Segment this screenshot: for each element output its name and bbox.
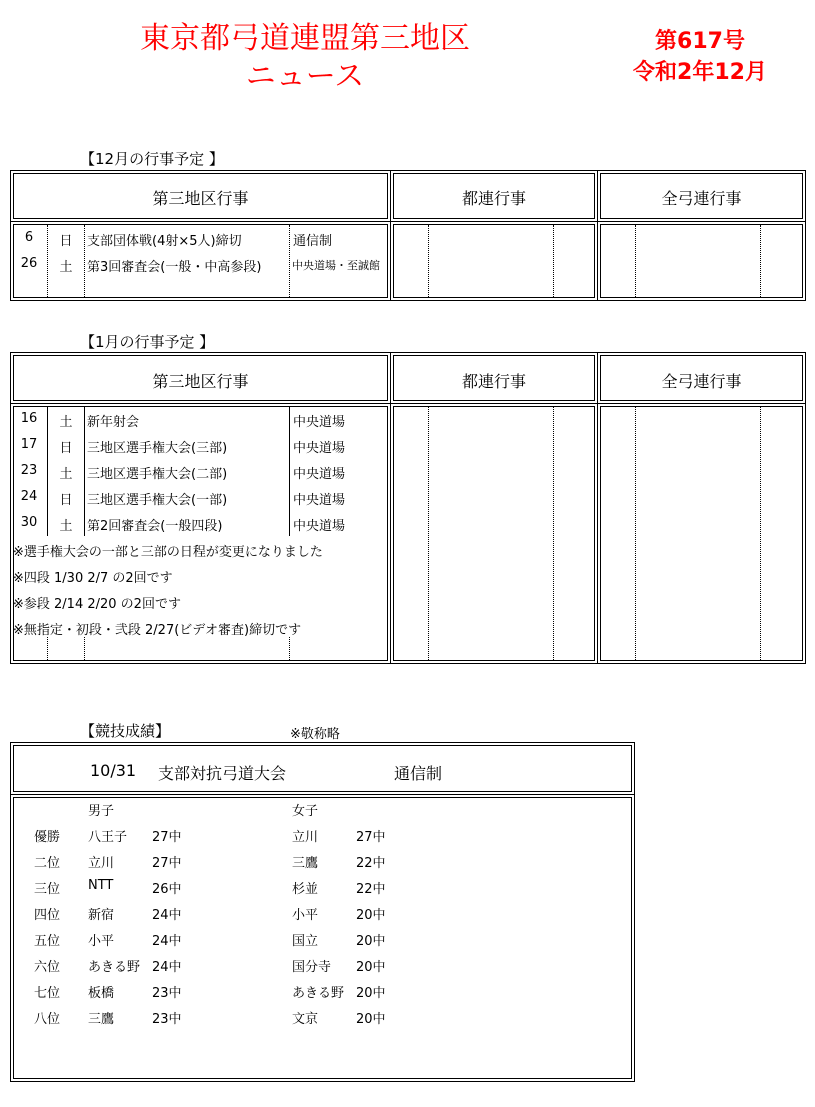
event-name: 第2回審査会(一般四段) xyxy=(87,519,223,534)
women-score: 22中 xyxy=(356,856,386,871)
event-day: 30 xyxy=(20,515,38,530)
event-day: 24 xyxy=(20,489,38,504)
women-score: 20中 xyxy=(356,986,386,1001)
results-event-name: 支部対抗弓道大会 xyxy=(158,764,287,783)
event-day: 23 xyxy=(20,463,38,478)
women-team: 国分寺 xyxy=(292,960,332,975)
event-weekday: 日 xyxy=(59,234,73,249)
newsletter-title: 東京都弓道連盟第三地区 xyxy=(140,21,470,56)
rank: 六位 xyxy=(34,960,61,975)
women-team: あきる野 xyxy=(292,986,345,1001)
event-weekday: 日 xyxy=(59,493,73,508)
women-score: 20中 xyxy=(356,934,386,949)
rank: 七位 xyxy=(34,986,61,1001)
dec-body-national xyxy=(597,221,806,301)
event-weekday: 土 xyxy=(59,519,73,534)
women-score: 22中 xyxy=(356,882,386,897)
men-team: 新宿 xyxy=(88,908,115,923)
men-team: 小平 xyxy=(88,934,115,949)
event-day: 6 xyxy=(24,230,34,245)
event-day: 26 xyxy=(20,256,38,271)
event-day: 16 xyxy=(20,411,38,426)
rank: 三位 xyxy=(34,882,61,897)
honorific-note: ※敬称略 xyxy=(290,727,340,742)
men-team: 八王子 xyxy=(88,830,128,845)
event-day: 17 xyxy=(20,437,38,452)
jan-section-label: 【1月の行事予定 】 xyxy=(80,333,215,351)
jan-col-header-national: 全弓連行事 xyxy=(661,372,742,391)
rank: 優勝 xyxy=(34,830,61,845)
men-score: 24中 xyxy=(152,960,182,975)
event-venue: 中央道場 xyxy=(293,415,346,430)
results-event-date: 10/31 xyxy=(90,761,137,780)
event-name: 三地区選手権大会(二部) xyxy=(87,467,228,482)
women-team: 文京 xyxy=(292,1012,319,1027)
dec-body-metro xyxy=(390,221,598,301)
jan-col-header-local: 第三地区行事 xyxy=(152,372,249,391)
women-team: 国立 xyxy=(292,934,319,949)
jan-body-metro xyxy=(390,403,598,664)
women-team: 杉並 xyxy=(292,882,319,897)
men-team: 板橋 xyxy=(88,986,115,1001)
event-name: 支部団体戦(4射×5人)締切 xyxy=(87,234,242,249)
event-weekday: 土 xyxy=(59,467,73,482)
jan-note: ※無指定・初段・弐段 2/27(ビデオ審査)締切です xyxy=(13,623,302,638)
issue-number: 第617号 xyxy=(655,29,745,54)
rank: 五位 xyxy=(34,934,61,949)
dec-col-header-national: 全弓連行事 xyxy=(661,189,742,208)
event-name: 三地区選手権大会(三部) xyxy=(87,441,228,456)
event-venue: 中央道場 xyxy=(293,441,346,456)
jan-note: ※選手権大会の一部と三部の日程が変更になりました xyxy=(13,545,323,560)
men-team: あきる野 xyxy=(88,960,141,975)
event-venue: 中央道場 xyxy=(293,493,346,508)
results-section-label: 【競技成績】 xyxy=(80,722,171,740)
issue-date: 令和2年12月 xyxy=(633,60,767,85)
women-label: 女子 xyxy=(292,804,319,819)
dec-col-header-local: 第三地区行事 xyxy=(152,189,249,208)
dec-section-label: 【12月の行事予定 】 xyxy=(80,150,224,168)
rank: 四位 xyxy=(34,908,61,923)
women-score: 20中 xyxy=(356,960,386,975)
men-score: 27中 xyxy=(152,856,182,871)
women-team: 三鷹 xyxy=(292,856,319,871)
jan-body-national xyxy=(597,403,806,664)
men-score: 26中 xyxy=(152,882,182,897)
dec-col-header-metro: 都連行事 xyxy=(461,189,526,208)
men-score: 23中 xyxy=(152,986,182,1001)
results-event-format: 通信制 xyxy=(394,764,443,783)
event-venue: 通信制 xyxy=(293,234,333,249)
event-venue: 中央道場・至誠館 xyxy=(292,259,380,272)
women-score: 27中 xyxy=(356,830,386,845)
men-score: 24中 xyxy=(152,908,182,923)
event-venue: 中央道場 xyxy=(293,467,346,482)
event-weekday: 土 xyxy=(59,260,73,275)
jan-note: ※四段 1/30 2/7 の2回です xyxy=(13,571,173,586)
event-weekday: 日 xyxy=(59,441,73,456)
event-name: 新年射会 xyxy=(87,415,140,430)
men-score: 27中 xyxy=(152,830,182,845)
rank: 二位 xyxy=(34,856,61,871)
event-name: 三地区選手権大会(一部) xyxy=(87,493,228,508)
jan-col-header-metro: 都連行事 xyxy=(461,372,526,391)
women-team: 立川 xyxy=(292,830,319,845)
newsletter-subtitle: ニュース xyxy=(245,59,365,94)
women-score: 20中 xyxy=(356,1012,386,1027)
women-team: 小平 xyxy=(292,908,319,923)
men-score: 24中 xyxy=(152,934,182,949)
event-weekday: 土 xyxy=(59,415,73,430)
men-team: 三鷹 xyxy=(88,1012,115,1027)
men-team: 立川 xyxy=(88,856,115,871)
jan-note: ※参段 2/14 2/20 の2回です xyxy=(13,597,181,612)
rank: 八位 xyxy=(34,1012,61,1027)
event-name: 第3回審査会(一般・中高参段) xyxy=(87,260,262,275)
event-venue: 中央道場 xyxy=(293,519,346,534)
men-label: 男子 xyxy=(88,804,115,819)
women-score: 20中 xyxy=(356,908,386,923)
men-team: NTT xyxy=(88,878,114,893)
men-score: 23中 xyxy=(152,1012,182,1027)
